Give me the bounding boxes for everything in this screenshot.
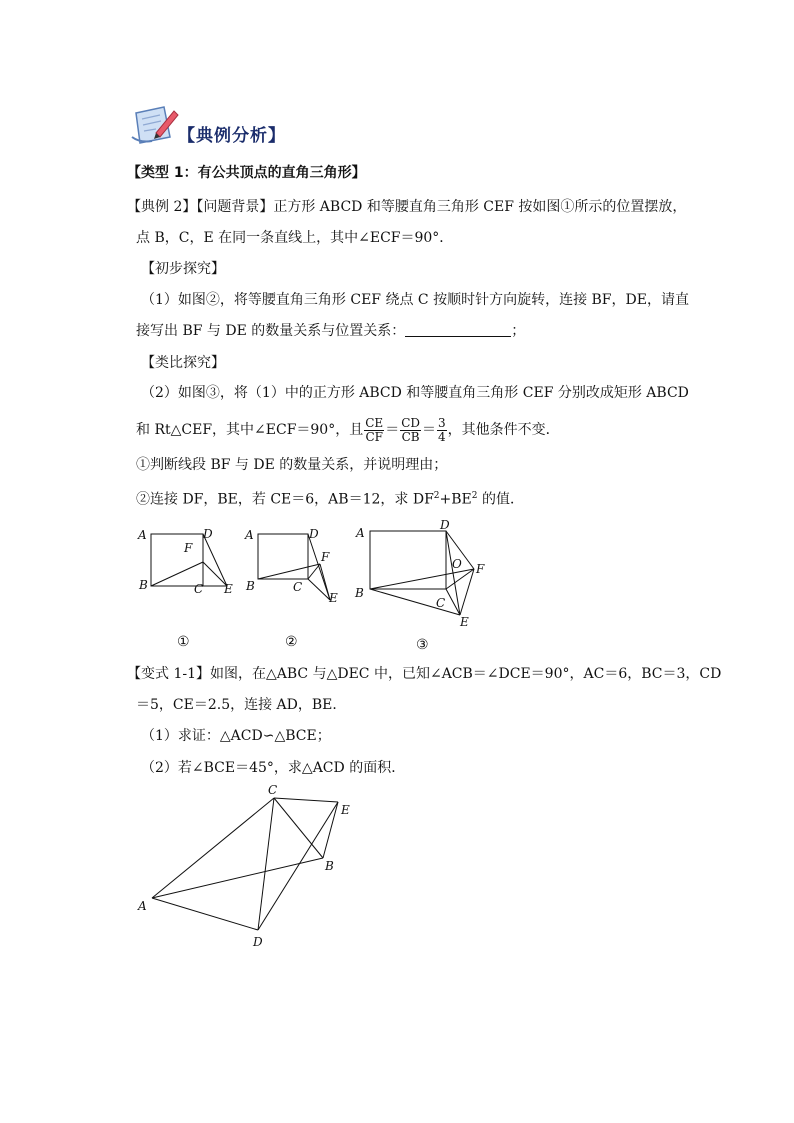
variant-text: 如图，在△ABC 与△DEC 中，已知∠ACB＝∠DCE＝90°，AC＝6，BC＝3，CD [210,666,722,682]
pencil-paper-icon [130,103,180,147]
sub-question-2-mid: +BE [439,491,472,508]
square-abcd [258,534,308,579]
point-label: E [460,615,469,629]
point-label: F [476,562,485,576]
question-2-line-1: （2）如图③，将（1）中的正方形 ABCD 和等腰直角三角形 CEF 分别改成矩形 ABCD [141,385,689,401]
point-label: B [139,578,148,592]
point-label: E [224,582,233,596]
point-label: A [138,528,147,542]
segment-ac [152,798,274,898]
segment-cb [274,798,323,858]
point-label: C [268,783,278,797]
figure-number: ② [285,634,298,650]
equals-sign: ＝ [385,422,400,438]
fraction-3-4 [437,417,447,444]
figure-3 [352,515,492,655]
point-label: E [329,591,338,605]
question-2-text: 和 Rt△CEF，其中∠ECF＝90°，且 [136,422,364,438]
sub-question-2-end: 的值． [477,491,524,508]
point-label: D [309,527,319,541]
example-text: 正方形 ABCD 和等腰直角三角形 CEF 按如图①所示的位置摆放， [273,199,687,215]
fraction-denominator: CF [365,429,383,444]
fraction-ce-cf [364,417,384,444]
segment-fe [460,569,474,615]
figure-2 [242,522,347,652]
answer-blank[interactable] [405,322,511,337]
point-label: C [293,580,303,594]
point-label: B [355,586,364,600]
point-label: D [440,518,450,532]
superscript: 2 [433,491,440,501]
explore-1-label: 【初步探究】 [141,261,225,277]
sub-question-1: ①判断线段 BF 与 DE 的数量关系，并说明理由； [136,457,448,473]
variant-line-2: ＝5，CE＝2.5，连接 AD，BE． [136,697,347,713]
point-label: E [341,803,350,817]
segment-de [203,534,227,586]
question-2-line-2 [136,416,560,444]
section-title: 【典例分析】 [178,126,286,146]
point-label: A [245,528,254,542]
background-label: 【问题背景】 [196,199,274,215]
point-label: D [203,527,213,541]
explore-2-label: 【类比探究】 [141,355,225,371]
point-label: C [194,582,204,596]
sub-question-2-text: ②连接 DF，BE，若 CE＝6，AB＝12，求 DF [136,491,434,508]
segment-cd [258,798,274,930]
point-label: B [246,579,255,593]
point-label: C [436,596,446,610]
question-1-line-2 [136,321,525,341]
fraction-numerator: CE [365,415,384,430]
variant-label: 【变式 1-1】 [127,666,210,682]
square-abcd [151,534,203,586]
fraction-cd-cb [400,417,421,444]
point-label: O [452,557,462,571]
sub-question-2 [136,486,524,510]
segment-bf [370,569,474,589]
figure-number: ① [177,634,190,650]
point-label: D [253,935,263,949]
point-label: A [356,526,365,540]
question-1-text: 接写出 BF 与 DE 的数量关系与位置关系： [136,323,406,339]
segment-bf [258,564,320,579]
point-label: F [321,550,330,564]
example-line-1 [127,197,686,217]
example-line-2: 点 B，C，E 在同一条直线上，其中∠ECF＝90°． [136,230,454,246]
question-2-end: ，其他条件不变． [447,422,560,438]
fraction-denominator: CB [401,429,420,444]
segment-ab [152,858,323,898]
question-1-end: ； [511,323,526,339]
variant-line-1 [127,664,721,684]
segment-ce [274,798,338,802]
example-label: 【典例 2】 [127,199,197,215]
question-1-line-1: （1）如图②，将等腰直角三角形 CEF 绕点 C 按顺时针方向旋转，连接 BF，DE，请直 [141,292,689,308]
type-heading: 【类型 1：有公共顶点的直角三角形】 [127,165,366,181]
segment-be [370,589,460,615]
fraction-numerator: 3 [438,415,446,430]
variant-question-1: （1）求证：△ACD∽△BCE； [141,728,331,744]
figure-1 [133,522,243,652]
segment-ad [152,898,258,930]
fraction-numerator: CD [401,415,420,430]
variant-figure [130,780,370,955]
point-label: B [325,859,334,873]
segment-eb [323,802,338,858]
figure-number: ③ [416,637,429,653]
equals-sign: ＝ [422,422,436,438]
point-label: A [138,899,147,913]
point-label: F [184,541,193,555]
superscript: 2 [471,491,478,501]
fraction-denominator: 4 [438,429,446,444]
rectangle-abcd [370,531,446,589]
variant-question-2: （2）若∠BCE＝45°，求△ACD 的面积． [141,760,406,776]
